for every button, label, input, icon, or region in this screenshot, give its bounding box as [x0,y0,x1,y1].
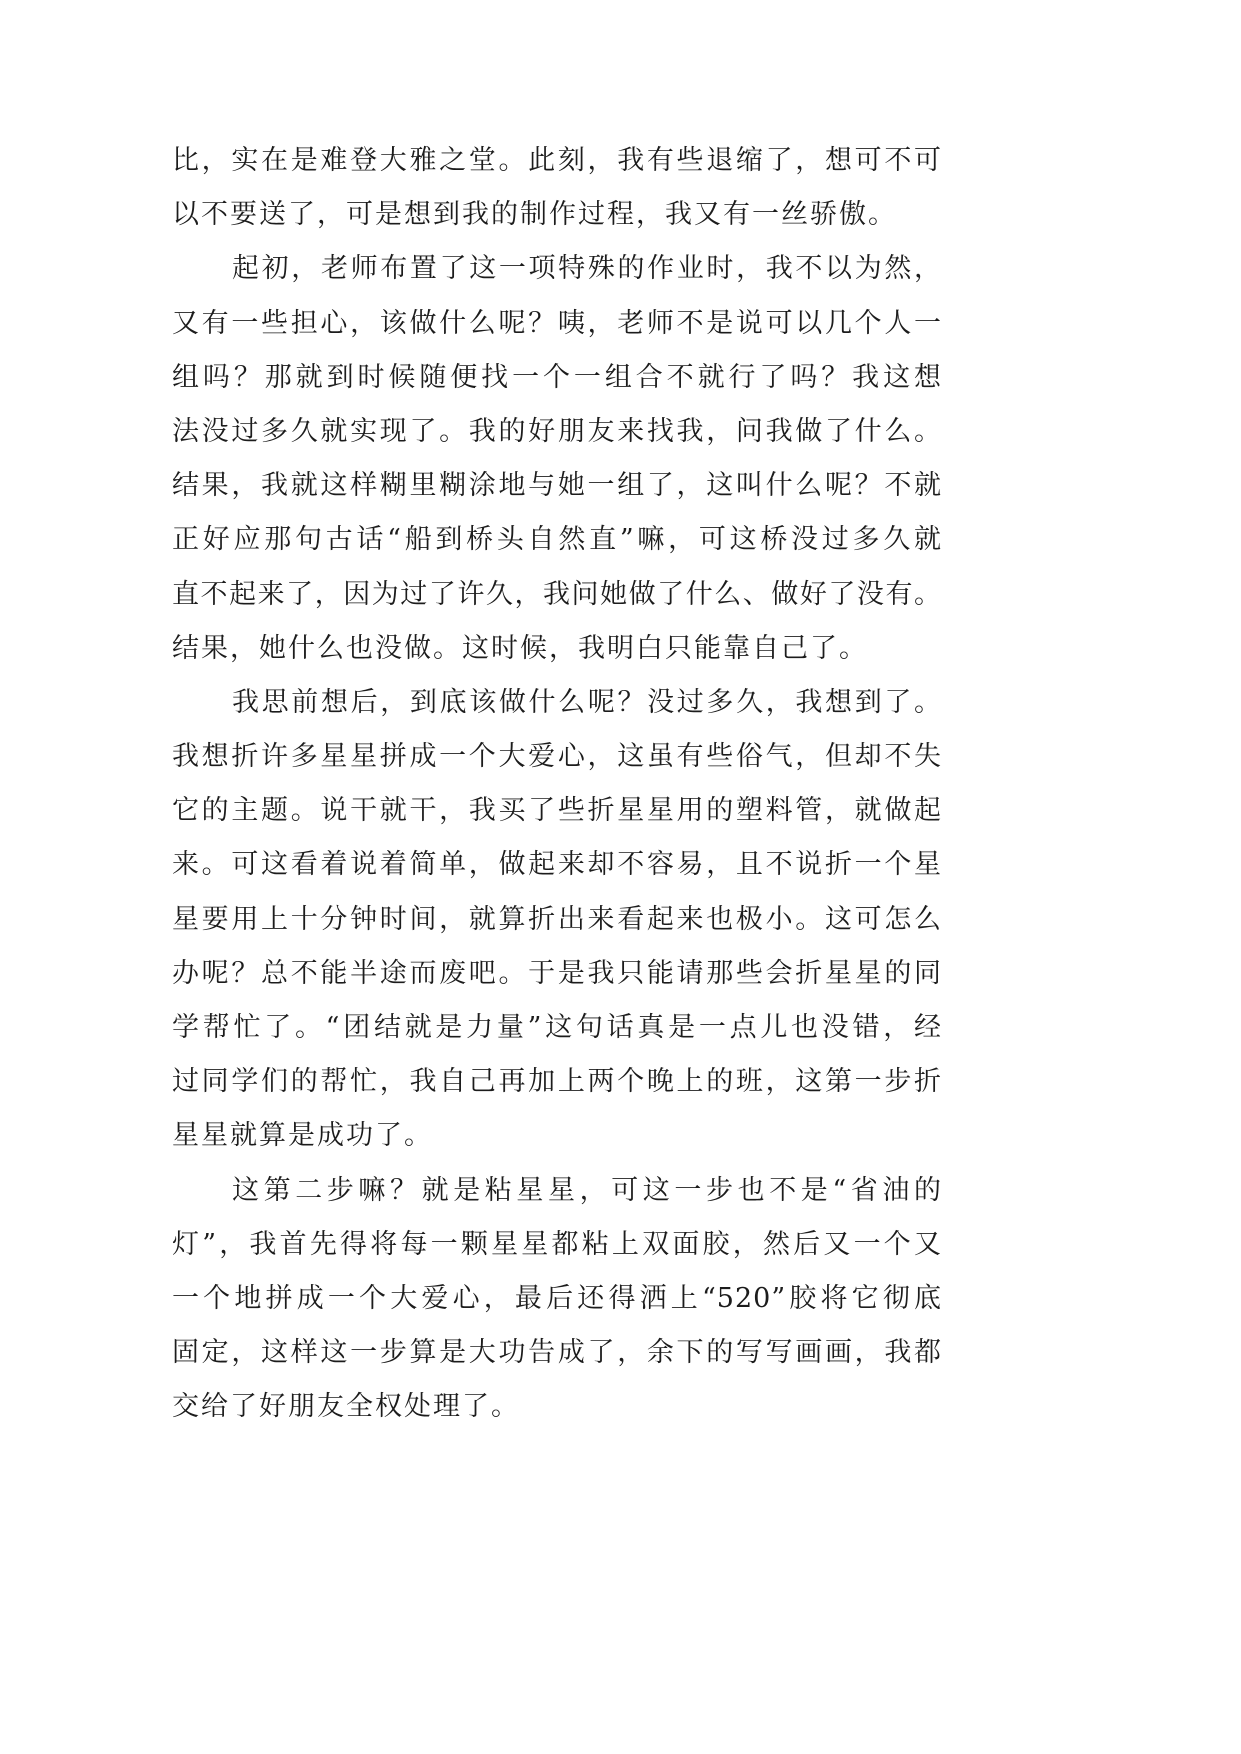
text-line: 比，实在是难登大雅之堂。此刻，我有些退缩了，想可不可 [172,145,942,176]
document-body [172,134,942,1435]
text-line: 以不要送了，可是想到我的制作过程，我又有一丝骄傲。 [172,199,897,231]
text-line: 组吗？那就到时候随便找一个一组合不就行了吗？我这想 [172,361,942,393]
text-line: 学帮忙了。“团结就是力量”这句话真是一点儿也没错，经 [172,1012,942,1043]
text-line: 我思前想后，到底该做什么呢？没过多久，我想到了。 [232,686,942,718]
text-line: 固定，这样这一步算是大功告成了，余下的写写画画，我都 [172,1337,942,1369]
paragraph [172,242,942,676]
text-line: 又有一些担心，该做什么呢？咦，老师不是说可以几个人一 [172,307,942,339]
text-line: 一个地拼成一个大爱心，最后还得洒上“520”胶将它彻底 [172,1282,942,1314]
text-line: 灯”，我首先得将每一颗星星都粘上双面胶，然后又一个又 [172,1228,942,1260]
text-line: 我想折许多星星拼成一个大爱心，这虽有些俗气，但却不失 [172,741,942,773]
text-line: 办呢？总不能半途而废吧。于是我只能请那些会折星星的同 [172,957,942,989]
text-line: 来。可这看着说着简单，做起来却不容易，且不说折一个星 [172,849,942,881]
text-line: 结果，她什么也没做。这时候，我明白只能靠自己了。 [172,632,868,664]
text-line: 过同学们的帮忙，我自己再加上两个晚上的班，这第一步折 [172,1066,942,1098]
paragraph [172,134,942,242]
text-line: 结果，我就这样糊里糊涂地与她一组了，这叫什么呢？不就 [172,470,942,502]
text-line: 正好应那句古话“船到桥头自然直”嘛，可这桥没过多久就 [172,524,942,556]
text-line: 星要用上十分钟时间，就算折出来看起来也极小。这可怎么 [172,903,942,935]
paragraph [172,676,942,1164]
paragraph [172,1164,942,1435]
text-line: 这第二步嘛？就是粘星星，可这一步也不是“省油的 [232,1174,942,1206]
text-line: 法没过多久就实现了。我的好朋友来找我，问我做了什么。 [172,415,942,447]
text-line: 它的主题。说干就干，我买了些折星星用的塑料管，就做起 [172,795,942,827]
text-line: 直不起来了，因为过了许久，我问她做了什么、做好了没有。 [172,578,942,610]
text-line: 交给了好朋友全权处理了。 [172,1391,520,1423]
text-line: 起初，老师布置了这一项特殊的作业时，我不以为然， [232,253,942,285]
text-line: 星星就算是成功了。 [172,1120,433,1152]
